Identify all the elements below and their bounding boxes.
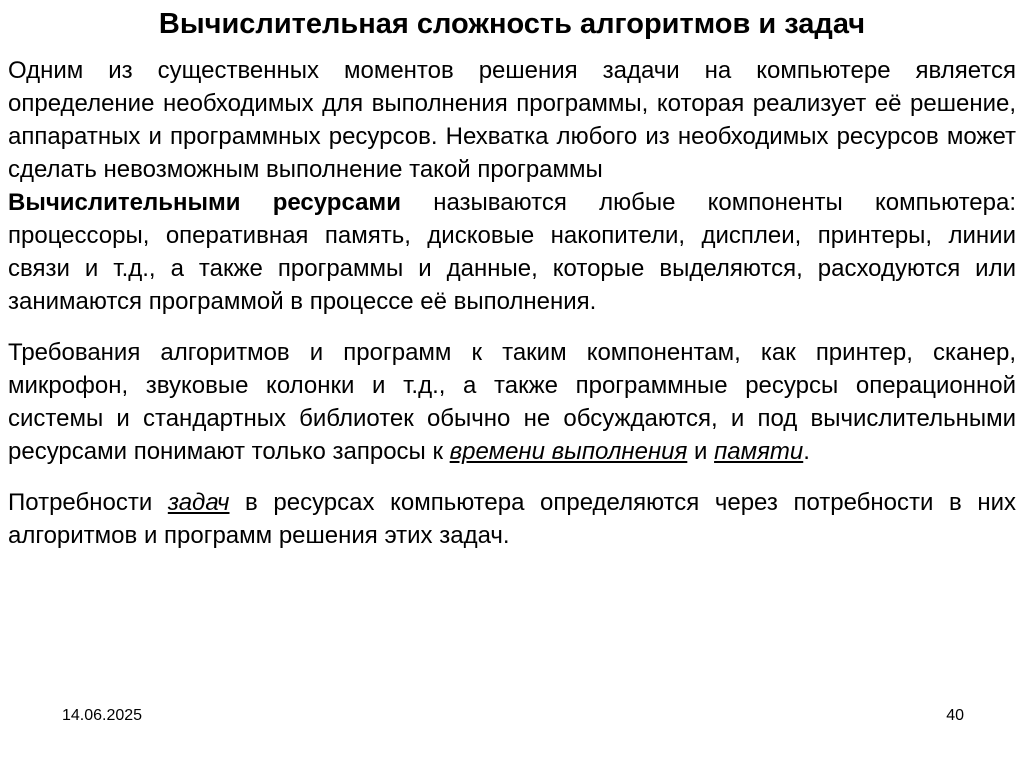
- conjunction-text: и: [687, 438, 715, 465]
- emphasis-memory: памяти: [714, 438, 804, 465]
- term-computational-resources: Вычислительными ресурсами: [8, 189, 401, 216]
- slide-number: 40: [946, 707, 964, 724]
- paragraph-resources-intro: Одним из существенных моментов решения задачи на компьютере является определение необходимых для выполнения программы, которая реализует её решение, аппаратных и программных ресурсов. Нехватка любого из необходимых ресурсов может сделать невозможным выполнение такой программы: [8, 57, 1016, 183]
- emphasis-execution-time: времени выполнения: [449, 438, 688, 465]
- needs-text-end: в ресурсах компьютера определяются через потребности в них алгоритмов и программ решения этих задач.: [8, 489, 1016, 549]
- footer-date: 14.06.2025: [62, 707, 143, 724]
- requirements-text: Требования алгоритмов и программ к таким компонентам, как принтер, сканер, микрофон, звуковые колонки и т.д., а также программные ресурсы операционной системы и стандартных библиотек обычно не обсуждаются, и под вычислительными ресурсами понимают только запросы к: [8, 339, 1016, 465]
- paragraph-computational-resources-definition: [8, 186, 1016, 318]
- emphasis-tasks: задач: [167, 489, 230, 516]
- slide-title: Вычислительная сложность алгоритмов и задач: [158, 8, 866, 40]
- needs-text-start: Потребности: [8, 489, 168, 516]
- sentence-end: .: [803, 438, 810, 465]
- paragraph-task-needs: [8, 486, 1016, 552]
- slide-content: [8, 54, 1016, 552]
- paragraph-resource-requirements: [8, 336, 1016, 468]
- definition-text: называются любые компоненты компьютера: процессоры, оперативная память, дисковые накопители, дисплеи, принтеры, линии связи и т.д., а также программы и данные, которые выделяются, расходуются или занимаются программой в процессе её выполнения.: [8, 189, 1016, 315]
